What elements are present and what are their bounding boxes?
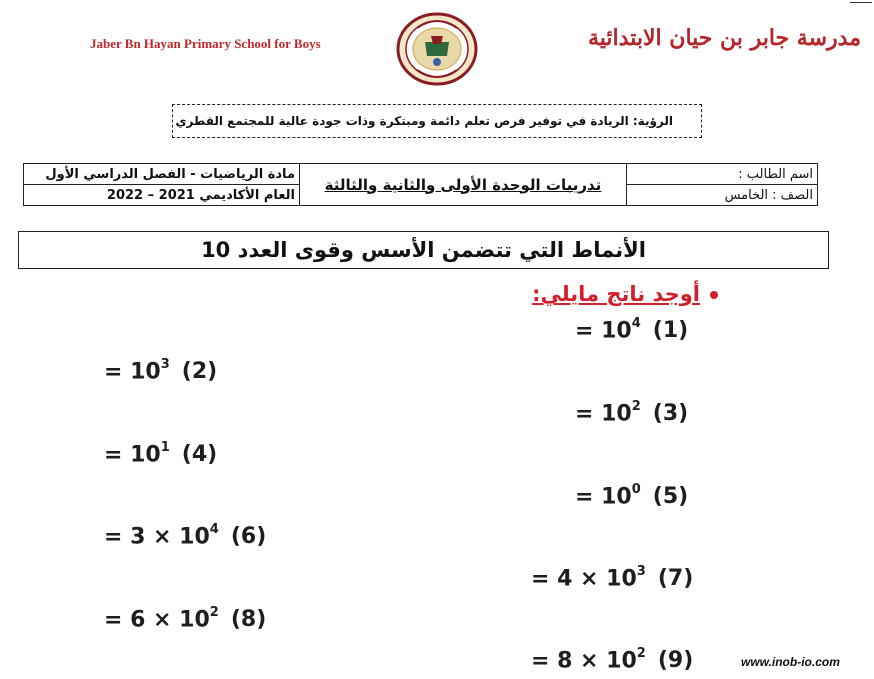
- exercise-exponent: 2: [636, 646, 646, 661]
- academic-year-label: العام الأكاديمي 2021 – 2022: [24, 185, 300, 206]
- exercise-base: 10: [179, 524, 210, 550]
- exercise-item: [531, 566, 693, 591]
- exercise-item: [575, 484, 688, 509]
- exercise-exponent: 1: [160, 440, 170, 455]
- bullet-icon: [710, 291, 718, 299]
- equals-sign: =: [104, 607, 131, 633]
- equals-sign: =: [575, 401, 602, 427]
- exercise-coefficient: 4 ×: [557, 566, 607, 592]
- exercise-number: (1): [652, 318, 689, 344]
- exercise-base: 10: [130, 442, 161, 468]
- exercise-exponent: 3: [160, 357, 170, 372]
- lesson-title: الأنماط التي تتضمن الأسس وقوى العدد 10: [18, 231, 829, 269]
- corner-line: [850, 2, 872, 3]
- exercise-base: 10: [179, 607, 210, 633]
- exercise-base: 10: [606, 648, 637, 674]
- exercise-base: 10: [601, 401, 632, 427]
- exercise-item: [104, 607, 266, 632]
- exercise-coefficient: 8 ×: [557, 648, 607, 674]
- exercise-exponent: 4: [209, 522, 219, 537]
- grade-label: الصف : الخامس: [627, 185, 818, 206]
- equals-sign: =: [104, 524, 131, 550]
- exercise-item: [104, 524, 266, 549]
- exercise-exponent: 3: [636, 564, 646, 579]
- school-name-arabic: مدرسة جابر بن حيان الابتدائية: [588, 25, 861, 51]
- equals-sign: =: [531, 648, 558, 674]
- exercise-number: (8): [230, 607, 267, 633]
- subject-label: مادة الرياضيات - الفصل الدراسي الأول: [24, 164, 300, 185]
- school-emblem-icon: [395, 12, 479, 86]
- student-name-field: اسم الطالب :: [627, 164, 818, 185]
- exercise-base: 10: [130, 359, 161, 385]
- exercise-number: (4): [181, 442, 218, 468]
- exercise-number: (2): [181, 359, 218, 385]
- student-info-table: [23, 163, 818, 206]
- exercise-exponent: 0: [631, 482, 641, 497]
- website-footer: www.inob-io.com: [741, 655, 840, 669]
- exercise-item: [531, 648, 693, 673]
- vision-statement: الرؤية: الريادة في توفير فرص تعلم دائمة ومبتكرة وذات جودة عالية للمجتمع القطري: [172, 104, 702, 138]
- exercise-number: (6): [230, 524, 267, 550]
- exercise-number: (9): [657, 648, 694, 674]
- exercise-item: [104, 442, 217, 467]
- worksheet-title: تدريبات الوحدة الأولى والثانية والثالثة: [300, 164, 627, 206]
- equals-sign: =: [575, 484, 602, 510]
- equals-sign: =: [531, 566, 558, 592]
- equals-sign: =: [104, 359, 131, 385]
- exercise-item: [575, 401, 688, 426]
- exercise-base: 10: [601, 484, 632, 510]
- equals-sign: =: [104, 442, 131, 468]
- exercise-number: (5): [652, 484, 689, 510]
- exercise-base: 10: [601, 318, 632, 344]
- exercise-number: (3): [652, 401, 689, 427]
- exercise-base: 10: [606, 566, 637, 592]
- exercise-exponent: 4: [631, 316, 641, 331]
- exercise-coefficient: 6 ×: [130, 607, 180, 633]
- exercise-item: [104, 359, 217, 384]
- exercise-exponent: 2: [209, 605, 219, 620]
- exercise-number: (7): [657, 566, 694, 592]
- exercise-exponent: 2: [631, 399, 641, 414]
- instruction: أوجد ناتج مايلي:: [496, 282, 718, 306]
- school-name-english: Jaber Bn Hayan Primary School for Boys: [90, 36, 321, 51]
- exercise-coefficient: 3 ×: [130, 524, 180, 550]
- exercise-item: [575, 318, 688, 343]
- equals-sign: =: [575, 318, 602, 344]
